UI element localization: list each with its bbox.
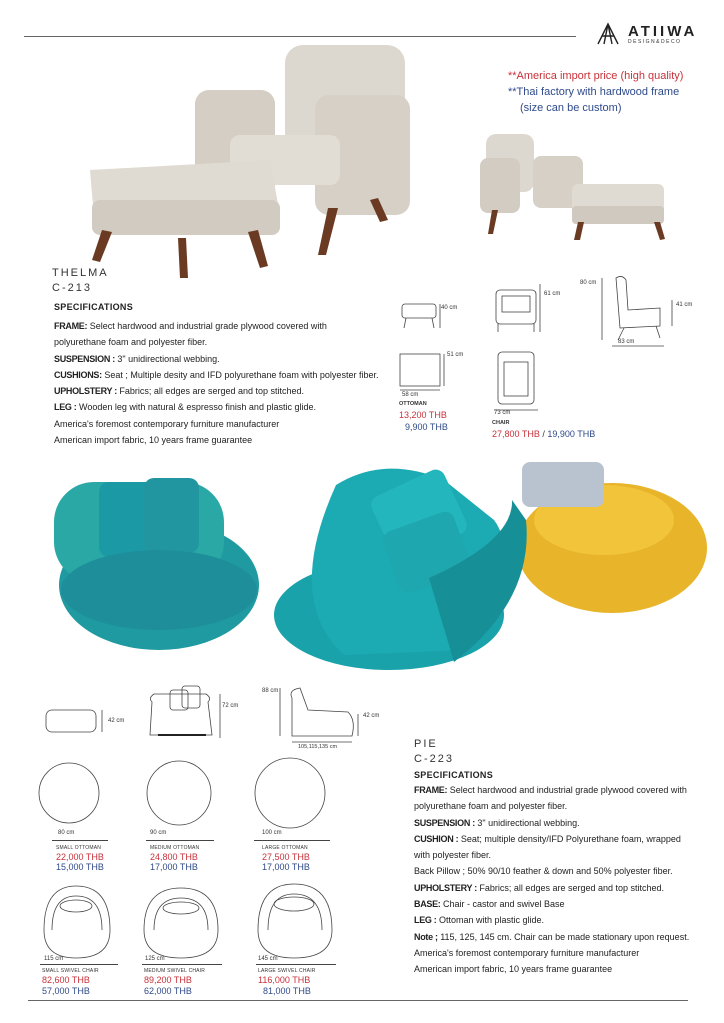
small-chair-price-thai: 57,000 THB — [42, 986, 90, 996]
thelma-name: THELMA — [52, 267, 109, 279]
ottoman-height-dim: 40 cm — [441, 305, 458, 311]
chair-seat-height-dim: 41 cm — [676, 302, 693, 308]
small-chair-size: 115 cm — [44, 956, 64, 962]
pie-spec-title: SPECIFICATIONS — [414, 770, 494, 780]
footer-rule — [28, 1000, 688, 1001]
pie-spec-list — [414, 782, 704, 978]
large-ottoman-price-import: 27,500 THB — [262, 852, 310, 862]
pie-ottoman-drawings — [36, 758, 336, 830]
chair-prices: 27,800 THB / 19,900 THB — [492, 429, 596, 439]
atiiwa-logo-icon — [596, 22, 622, 46]
ottoman-depth-dim: 51 cm — [447, 352, 464, 358]
pie-side-height-dim: 88 cm — [262, 688, 279, 694]
pie-ottoman-height-dim: 42 cm — [108, 718, 125, 724]
spec-line: America's foremost contemporary furniture manufacturer — [414, 947, 640, 958]
medium-ottoman-size: 90 cm — [150, 830, 167, 836]
large-chair-size: 145 cm — [258, 956, 278, 962]
small-ottoman-price-import: 22,000 THB — [56, 852, 104, 862]
small-ottoman-price-thai: 15,000 THB — [56, 862, 104, 872]
brand-name: ATIIWA — [628, 22, 698, 40]
spec-line: FRAME: Select hardwood and industrial grade plywood covered with — [414, 785, 687, 795]
pie-side-seat-dim: 42 cm — [363, 713, 380, 719]
note-custom-size: (size can be custom) — [520, 102, 622, 114]
spec-line: Back Pillow ; 50% 90/10 feather & down and 50% polyester fiber. — [414, 866, 673, 877]
pie-code: C-223 — [414, 753, 454, 765]
ottoman-price-thai: 9,900 THB — [405, 422, 448, 432]
small-ottoman-label: SMALL OTTOMAN — [56, 845, 102, 851]
thelma-chair-photo — [80, 40, 420, 280]
spec-line: with polyester fiber. — [414, 850, 492, 861]
note-import-price: **America import price (high quality) — [508, 70, 684, 82]
brand-subtitle: DESIGN&DECO — [628, 38, 682, 45]
ottoman-price-import: 13,200 THB — [399, 410, 447, 420]
spec-line: BASE: Chair - castor and swivel Base — [414, 899, 565, 910]
thelma-spec-title: SPECIFICATIONS — [54, 302, 134, 312]
spec-line: America's foremost contemporary furniture manufacturer — [54, 418, 280, 429]
spec-line: American import fabric, 10 years frame guarantee — [54, 435, 253, 446]
header-rule — [24, 36, 576, 37]
large-chair-label: LARGE SWIVEL CHAIR — [258, 968, 316, 974]
spec-line: UPHOLSTERY : Fabrics; all edges are serged and top stitched. — [414, 882, 665, 893]
medium-chair-label: MEDIUM SWIVEL CHAIR — [144, 968, 206, 974]
pie-chair-height-dim: 72 cm — [222, 703, 239, 709]
large-chair-price-thai: 81,000 THB — [263, 986, 311, 996]
pie-name: PIE — [414, 738, 438, 750]
chair-width-dim: 73 cm — [494, 410, 511, 416]
medium-ottoman-label: MEDIUM OTTOMAN — [150, 845, 200, 851]
small-chair-price-import: 82,600 THB — [42, 975, 90, 985]
thelma-spec-list — [54, 318, 394, 448]
note-thai-factory: **Thai factory with hardwood frame — [508, 86, 680, 98]
spec-line: FRAME: Select hardwood and industrial grade plywood covered with — [54, 321, 327, 331]
pie-side-width-dim: 105,115,135 cm — [298, 744, 338, 750]
medium-chair-price-import: 89,200 THB — [144, 975, 192, 985]
chair-side-height-dim: 80 cm — [580, 280, 597, 286]
spec-line: polyurethane foam and polyester fiber. — [414, 801, 568, 812]
medium-ottoman-price-import: 24,800 THB — [150, 852, 198, 862]
medium-chair-price-thai: 62,000 THB — [144, 986, 192, 996]
medium-chair-size: 125 cm — [145, 956, 165, 962]
chair-label: CHAIR — [492, 420, 510, 426]
spec-line: CUSHION : Seat; multiple density/IFD Polyurethane foam, wrapped — [414, 833, 681, 844]
large-ottoman-size: 100 cm — [262, 830, 282, 836]
chair-front-height-dim: 61 cm — [544, 291, 561, 297]
spec-line: UPHOLSTERY : Fabrics; all edges are serged and top stitched. — [54, 386, 305, 397]
spec-line: Note ; 115, 125, 145 cm. Chair can be made stationary upon request. — [414, 931, 690, 942]
thelma-dimension-drawings — [398, 270, 688, 420]
thelma-small-photo — [478, 128, 668, 248]
large-chair-price-import: 116,000 THB — [258, 975, 311, 985]
brand-logo — [596, 22, 697, 46]
small-chair-label: SMALL SWIVEL CHAIR — [42, 968, 99, 974]
small-ottoman-size: 80 cm — [58, 830, 75, 836]
spec-line: SUSPENSION : 3" unidirectional webbing. — [54, 353, 220, 364]
chair-depth-dim: 83 cm — [618, 339, 635, 345]
thelma-code: C-213 — [52, 282, 92, 294]
large-ottoman-price-thai: 17,000 THB — [262, 862, 310, 872]
pie-chair-photo — [44, 440, 704, 670]
medium-ottoman-price-thai: 17,000 THB — [150, 862, 198, 872]
large-ottoman-label: LARGE OTTOMAN — [262, 845, 308, 851]
spec-line: SUSPENSION : 3" unidirectional webbing. — [414, 817, 580, 828]
ottoman-label: OTTOMAN — [399, 401, 427, 407]
spec-line: CUSHIONS: Seat ; Multiple desity and IFD polyurethane foam with polyester fiber. — [54, 369, 379, 380]
spec-line: LEG : Wooden leg with natural & espresso finish and plastic glide. — [54, 402, 316, 413]
spec-line: polyurethane foam and polyester fiber. — [54, 337, 208, 348]
spec-line: American import fabric, 10 years frame guarantee — [414, 964, 613, 975]
spec-line: LEG : Ottoman with plastic glide. — [414, 915, 545, 926]
ottoman-width-dim: 58 cm — [402, 392, 419, 398]
pie-swivel-chair-drawings — [36, 880, 336, 960]
